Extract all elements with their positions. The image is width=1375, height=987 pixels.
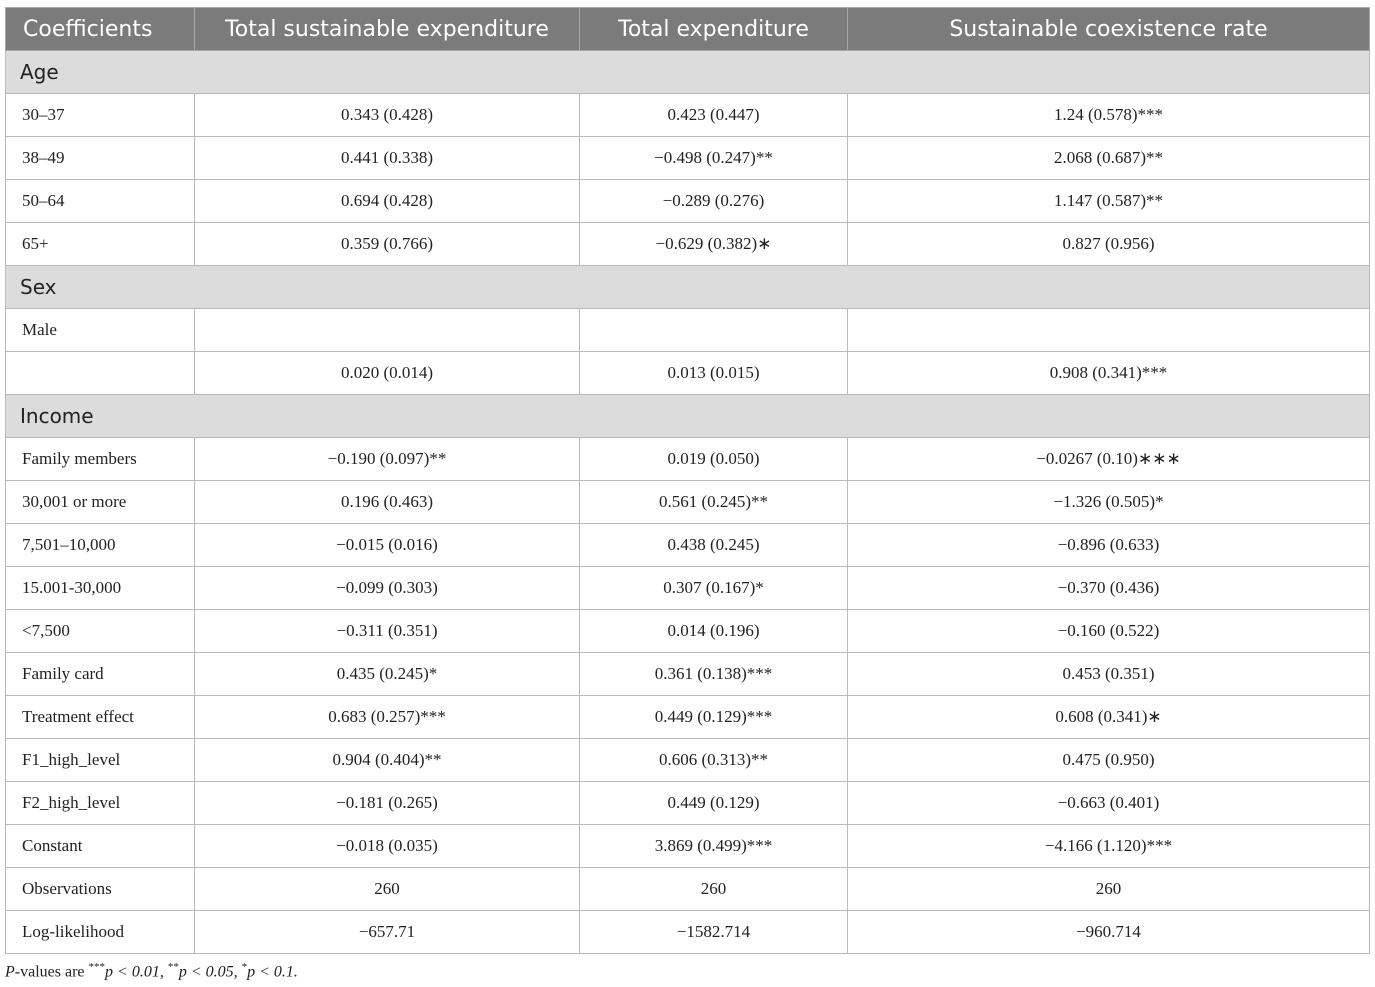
- table-cell: −0.160 (0.522): [848, 610, 1370, 653]
- table-row: [6, 180, 1370, 223]
- section-row: [6, 395, 1370, 438]
- table-cell: −1582.714: [580, 911, 848, 954]
- table-cell: −657.71: [195, 911, 580, 954]
- table-body: [6, 51, 1370, 954]
- row-label: [6, 352, 195, 395]
- table-cell: −0.181 (0.265): [195, 782, 580, 825]
- row-label: 65+: [6, 223, 195, 266]
- footnote-p-label: P: [5, 963, 15, 981]
- table-cell: −960.714: [848, 911, 1370, 954]
- row-label: 38–49: [6, 137, 195, 180]
- table-row: [6, 653, 1370, 696]
- row-label: F2_high_level: [6, 782, 195, 825]
- table-cell: 0.561 (0.245)**: [580, 481, 848, 524]
- table-cell: 0.606 (0.313)**: [580, 739, 848, 782]
- section-title: Sex: [6, 266, 1370, 309]
- table-cell: 1.24 (0.578)***: [848, 94, 1370, 137]
- row-label: F1_high_level: [6, 739, 195, 782]
- table-cell: 0.307 (0.167)*: [580, 567, 848, 610]
- row-label: 50–64: [6, 180, 195, 223]
- table-cell: 0.019 (0.050): [580, 438, 848, 481]
- table-row: [6, 610, 1370, 653]
- table-cell: −0.015 (0.016): [195, 524, 580, 567]
- table-cell: [195, 309, 580, 352]
- table-cell: 0.449 (0.129): [580, 782, 848, 825]
- footnote-threshold-1: p < 0.01,: [105, 963, 168, 981]
- table-row: [6, 524, 1370, 567]
- table-cell: 0.020 (0.014): [195, 352, 580, 395]
- table-cell: 0.441 (0.338): [195, 137, 580, 180]
- table-cell: 0.475 (0.950): [848, 739, 1370, 782]
- table-cell: 0.014 (0.196): [580, 610, 848, 653]
- table-cell: 0.827 (0.956): [848, 223, 1370, 266]
- footnote-sig-3: ***: [88, 961, 106, 973]
- table-cell: −0.190 (0.097)**: [195, 438, 580, 481]
- table-row: [6, 696, 1370, 739]
- table-row: [6, 825, 1370, 868]
- table-row: [6, 782, 1370, 825]
- header-coefficients: Coefficients: [6, 8, 195, 51]
- header-row: [6, 8, 1370, 51]
- table-cell: −0.663 (0.401): [848, 782, 1370, 825]
- table-cell: 2.068 (0.687)**: [848, 137, 1370, 180]
- row-label: Family card: [6, 653, 195, 696]
- footnote-threshold-3: p < 0.1.: [247, 963, 298, 981]
- row-label: Male: [6, 309, 195, 352]
- footnote-sig-1: *: [241, 961, 248, 973]
- row-label: Observations: [6, 868, 195, 911]
- table-cell: 0.435 (0.245)*: [195, 653, 580, 696]
- table-cell: 1.147 (0.587)**: [848, 180, 1370, 223]
- table-cell: [848, 309, 1370, 352]
- row-label: 7,501–10,000: [6, 524, 195, 567]
- table-cell: −0.311 (0.351): [195, 610, 580, 653]
- row-label: 30,001 or more: [6, 481, 195, 524]
- table-cell: 0.683 (0.257)***: [195, 696, 580, 739]
- table-row: [6, 352, 1370, 395]
- table-cell: 0.694 (0.428): [195, 180, 580, 223]
- table-cell: −0.498 (0.247)**: [580, 137, 848, 180]
- table-cell: 0.013 (0.015): [580, 352, 848, 395]
- table-row: [6, 223, 1370, 266]
- table-cell: −0.099 (0.303): [195, 567, 580, 610]
- table-row: [6, 94, 1370, 137]
- table-cell: [580, 309, 848, 352]
- row-label: Log-likelihood: [6, 911, 195, 954]
- table-row: [6, 911, 1370, 954]
- header-total-expenditure: Total expenditure: [580, 8, 848, 51]
- section-title: Income: [6, 395, 1370, 438]
- table-row: [6, 481, 1370, 524]
- footnote-threshold-2: p < 0.05,: [178, 963, 242, 981]
- table-cell: −0.0267 (0.10)∗∗∗: [848, 438, 1370, 481]
- table-cell: 260: [848, 868, 1370, 911]
- table-cell: 0.453 (0.351): [848, 653, 1370, 696]
- table-cell: 260: [195, 868, 580, 911]
- regression-table: [5, 7, 1370, 954]
- header-total-sustainable-expenditure: Total sustainable expenditure: [195, 8, 580, 51]
- table-cell: 0.343 (0.428): [195, 94, 580, 137]
- section-row: [6, 51, 1370, 94]
- table-cell: −0.629 (0.382)∗: [580, 223, 848, 266]
- table-cell: −0.370 (0.436): [848, 567, 1370, 610]
- row-label: Constant: [6, 825, 195, 868]
- row-label: <7,500: [6, 610, 195, 653]
- table-cell: 0.904 (0.404)**: [195, 739, 580, 782]
- table-cell: −0.289 (0.276): [580, 180, 848, 223]
- table-row: [6, 739, 1370, 782]
- table-row: [6, 309, 1370, 352]
- row-label: Family members: [6, 438, 195, 481]
- table-cell: −1.326 (0.505)*: [848, 481, 1370, 524]
- section-row: [6, 266, 1370, 309]
- table-cell: 0.359 (0.766): [195, 223, 580, 266]
- table-cell: −4.166 (1.120)***: [848, 825, 1370, 868]
- table-row: [6, 868, 1370, 911]
- row-label: 30–37: [6, 94, 195, 137]
- header-sustainable-coexistence-rate: Sustainable coexistence rate: [848, 8, 1370, 51]
- table-cell: 3.869 (0.499)***: [580, 825, 848, 868]
- table-cell: −0.018 (0.035): [195, 825, 580, 868]
- footnote: [5, 961, 298, 981]
- table-row: [6, 438, 1370, 481]
- table-cell: 0.361 (0.138)***: [580, 653, 848, 696]
- row-label: 15.001-30,000: [6, 567, 195, 610]
- table-cell: 0.908 (0.341)***: [848, 352, 1370, 395]
- table-cell: 260: [580, 868, 848, 911]
- table-cell: 0.423 (0.447): [580, 94, 848, 137]
- table-cell: 0.438 (0.245): [580, 524, 848, 567]
- table-cell: 0.608 (0.341)∗: [848, 696, 1370, 739]
- table-row: [6, 137, 1370, 180]
- table-cell: −0.896 (0.633): [848, 524, 1370, 567]
- row-label: Treatment effect: [6, 696, 195, 739]
- table-row: [6, 567, 1370, 610]
- section-title: Age: [6, 51, 1370, 94]
- table-cell: 0.449 (0.129)***: [580, 696, 848, 739]
- footnote-text-intro: -values are: [14, 963, 89, 981]
- table-cell: 0.196 (0.463): [195, 481, 580, 524]
- footnote-sig-2: **: [167, 961, 179, 973]
